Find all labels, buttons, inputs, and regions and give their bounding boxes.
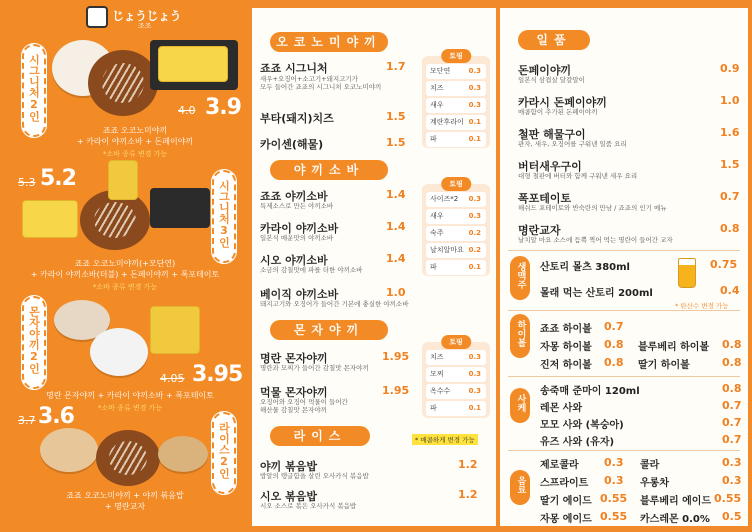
drink-name: 유즈 사와 (유자) [540, 437, 615, 448]
menu-item-desc: 매콤함이 추가된 돈페이야끼 [518, 108, 598, 116]
tonpeiyaki-image [22, 200, 78, 238]
topping-box [422, 52, 490, 148]
drink-name: 레몬 사와 [540, 403, 583, 414]
divider [508, 376, 740, 377]
drink-price: 0.4 [720, 284, 740, 297]
drink-name: 카스레몬 0.0% [640, 514, 710, 525]
drink-name: 진저 하이볼 [540, 360, 592, 371]
category-label-draft [510, 256, 530, 300]
topping-price: 0.3 [468, 353, 481, 361]
menu-item-name: 죠죠 시그니처 [260, 62, 328, 75]
drink-price: 0.55 [714, 492, 742, 505]
soda-note: * 탄산수 변경 가능 [675, 302, 729, 310]
topping-name: 옥수수 [430, 387, 451, 395]
topping-row [426, 367, 486, 382]
menu-item-name: 죠죠 야끼소바 [260, 190, 328, 203]
set-description: 명란 몬자야끼 + 카라이 야끼소바 + 폭포테이토 [46, 391, 214, 400]
menu-item-price: 0.9 [720, 62, 740, 75]
menu-item-name: 시오 야끼소바 [260, 254, 328, 267]
drink-price: 0.3 [722, 456, 742, 469]
menu-item-name: 명란 몬자야끼 [260, 352, 328, 365]
menu-item-name: 카라이 야끼소바 [260, 222, 339, 235]
menu-item-desc: 돼지고기와 오징어가 들어간 기본에 충실한 야끼소바 [260, 300, 409, 308]
new-price: 3.6 [38, 404, 74, 429]
menu-item-desc: 일본식 매운맛의 야끼소바 [260, 234, 334, 242]
menu-item-name: 철판 해물구이 [518, 128, 586, 141]
menu-item-price: 1.5 [386, 136, 406, 149]
topping-price: 0.3 [468, 84, 481, 92]
menu-item-name: 야끼 볶음밥 [260, 460, 317, 473]
topping-name: 날치알마요 [430, 246, 464, 254]
drink-name: 자몽 하이볼 [540, 342, 592, 353]
drink-price: 0.7 [604, 320, 624, 333]
menu-item-price: 1.4 [386, 220, 406, 233]
topping-row [426, 260, 486, 275]
logo-subtext: 조조 [138, 22, 152, 30]
rice-bowl-image [90, 328, 148, 376]
potato-image [108, 160, 138, 200]
topping-name: 치즈 [430, 84, 444, 92]
menu-item-name: 카라시 돈페이야끼 [518, 96, 607, 109]
drink-price: 0.8 [722, 382, 742, 395]
menu-item-desc: 소금의 감칠맛에 파를 더한 야끼소바 [260, 266, 363, 274]
topping-price: 0.2 [468, 246, 481, 254]
drink-name: 스프라이트 [540, 478, 589, 489]
topping-price: 0.3 [468, 370, 481, 378]
old-price: 3.7 [18, 414, 36, 427]
menu-item-name: 먹물 몬자야끼 [260, 386, 328, 399]
set-description: 죠죠 오코노미야끼 + 카라이 야끼소바 + 돈페이야끼 [76, 126, 194, 146]
beer-icon [678, 258, 696, 288]
drink-price: 0.8 [604, 356, 624, 369]
drink-name: 블루베리 하이볼 [638, 342, 710, 353]
divider [508, 310, 740, 311]
old-price: 4.0 [178, 104, 196, 117]
drink-price: 0.5 [722, 510, 742, 523]
set-badge-signature-2 [22, 44, 46, 137]
spicy-note: * 매콤하게 변경 가능 [412, 434, 478, 445]
menu-item-desc: 밥알의 탱글함을 살린 오사카식 볶음밥 [260, 472, 369, 480]
drink-price: 0.55 [600, 510, 628, 523]
drink-name: 모모 사와 (복숭아) [540, 420, 624, 431]
set-badge-signature-3 [212, 170, 236, 263]
drink-price: 0.7 [722, 433, 742, 446]
new-price: 5.2 [40, 166, 76, 191]
menu-item-name: 카이센(해물) [260, 138, 324, 151]
topping-label: 토핑 [441, 49, 471, 63]
drink-price: 0.75 [710, 258, 738, 271]
new-price: 3.9 [205, 95, 241, 120]
topping-price: 0.1 [468, 118, 481, 126]
logo [86, 6, 182, 30]
drink-name: 우롱차 [640, 478, 669, 489]
menu-item-desc: 오징어와 오징어 먹물이 들어간 해산물 감칠맛 몬자야끼 [260, 398, 348, 414]
drink-price: 0.8 [722, 356, 742, 369]
drink-name: 딸기 에이드 [540, 496, 592, 507]
spatula-icon [86, 6, 108, 28]
menu-item-name: 버터새우구이 [518, 160, 582, 173]
topping-row [426, 209, 486, 224]
section-title-monja: 몬자야끼 [270, 320, 388, 340]
drink-name: 송죽매 준마이 120ml [540, 386, 640, 397]
topping-row [426, 226, 486, 241]
topping-price: 0.3 [468, 212, 481, 220]
set-note: *소바 종류 변경 가능 [97, 404, 163, 412]
category-label-text: 하이볼 [515, 320, 526, 347]
drink-price: 0.8 [722, 338, 742, 351]
category-label-text: 사케 [515, 394, 526, 412]
topping-row [426, 64, 486, 79]
drink-price: 0.3 [604, 474, 624, 487]
logo-text: じょうじょう [112, 9, 182, 23]
topping-row [426, 401, 486, 416]
divider [508, 250, 740, 251]
drink-name: 콜라 [640, 460, 660, 471]
menu-item-price: 1.7 [386, 60, 406, 73]
menu-item-price: 1.5 [386, 110, 406, 123]
topping-price: 0.3 [468, 101, 481, 109]
topping-price: 0.3 [468, 387, 481, 395]
topping-box [422, 180, 490, 276]
topping-row [426, 192, 486, 207]
menu-item-name: 부타(돼지)치즈 [260, 112, 334, 125]
drink-name: 죠죠 하이볼 [540, 324, 592, 335]
topping-name: 새우 [430, 101, 444, 109]
okonomiyaki-image [88, 50, 158, 116]
drink-price: 0.55 [600, 492, 628, 505]
topping-price: 0.3 [468, 195, 481, 203]
category-label-text: 음료 [515, 476, 526, 494]
drink-price: 0.7 [722, 399, 742, 412]
menu-item-desc: 새우+오징어+소고기+돼지고기가 모두 들어간 죠죠의 시그니처 오코노미야끼 [260, 75, 382, 91]
main-menu-panel [252, 8, 496, 526]
menu-item-price: 1.4 [386, 188, 406, 201]
topping-name: 파 [430, 135, 437, 143]
section-title-rice: 라이스 [270, 426, 370, 446]
topping-row [426, 350, 486, 365]
section-title-yakisoba: 야끼소바 [270, 160, 388, 180]
menu-item-desc: 일본식 삼겹살 달걀말이 [518, 76, 585, 84]
menu-item-desc: 명란과 모찌가 들어간 감칠맛 몬자야끼 [260, 364, 369, 372]
topping-name: 새우 [430, 212, 444, 220]
divider [508, 450, 740, 451]
menu-item-desc: 특제소스로 만든 야끼소바 [260, 202, 334, 210]
menu-item-name: 돈페이야끼 [518, 64, 572, 77]
old-price: 4.05 [160, 372, 185, 385]
menu-item-price: 0.7 [720, 190, 740, 203]
set-badge-monja-2 [22, 296, 46, 389]
topping-box [422, 338, 490, 418]
drink-name: 블루베리 에이드 [640, 496, 712, 507]
topping-row [426, 115, 486, 130]
menu-item-desc: 관자, 새우, 오징어를 구워낸 일품 요리 [518, 140, 627, 148]
menu-item-price: 1.0 [386, 286, 406, 299]
drink-name: 몰래 먹는 산토리 200ml [540, 288, 653, 299]
topping-price: 0.1 [468, 263, 481, 271]
topping-price: 0.2 [468, 229, 481, 237]
menu-item-desc: 날치알 마요 소스에 듬뿍 찍어 먹는 명란이 들어간 교자 [518, 236, 673, 244]
fried-rice-image [40, 428, 98, 472]
yakisoba-image [150, 188, 210, 228]
menu-item-price: 1.6 [720, 126, 740, 139]
new-price: 3.95 [192, 362, 243, 387]
drink-price: 0.3 [722, 474, 742, 487]
badge-char: 시그니처2인 [27, 54, 41, 122]
menu-item-name: 베이직 야끼소바 [260, 288, 339, 301]
topping-row [426, 243, 486, 258]
menu-item-price: 1.2 [458, 458, 478, 471]
tonpeiyaki-image [158, 46, 228, 82]
topping-row [426, 132, 486, 147]
badge-char: 몬자야끼2인 [27, 306, 41, 374]
menu-item-price: 1.0 [720, 94, 740, 107]
topping-name: 모단연 [430, 67, 451, 75]
menu-item-name: 명란교자 [518, 224, 561, 237]
drink-name: 산토리 몰츠 380ml [540, 262, 630, 273]
topping-name: 사이즈*2 [430, 195, 459, 203]
drink-price: 0.7 [722, 416, 742, 429]
okonomiyaki-image [96, 430, 160, 486]
drink-price: 0.8 [604, 338, 624, 351]
menu-item-name: 시오 볶음밥 [260, 490, 317, 503]
potato-image [150, 306, 200, 354]
menu-item-desc: 시오 소스로 볶은 오사카식 볶음밥 [260, 502, 357, 510]
menu-item-desc: 대형 철판에 버터와 함께 구워낸 새우 요리 [518, 172, 638, 180]
drink-name: 자몽 에이드 [540, 514, 592, 525]
menu-item-price: 0.8 [720, 222, 740, 235]
topping-name: 파 [430, 404, 437, 412]
sides-drinks-panel [500, 8, 748, 526]
section-title-sides: 일품 [518, 30, 590, 50]
set-description: 죠죠 오코노미야끼(+모단연) + 카라이 야끼소바(더블) + 돈페이야끼 + 폭포테이토 [30, 259, 220, 279]
topping-name: 숙주 [430, 229, 444, 237]
category-label-sake [510, 388, 530, 423]
topping-price: 0.1 [468, 135, 481, 143]
badge-char: 라이스2인 [217, 422, 231, 479]
topping-label: 토핑 [441, 177, 471, 191]
menu-item-price: 1.5 [720, 158, 740, 171]
topping-row [426, 81, 486, 96]
badge-char: 시그니처3인 [217, 180, 231, 248]
category-label-highball [510, 314, 530, 358]
topping-row [426, 98, 486, 113]
menu-item-desc: 해쉬드 포테이토와 반숙란의 만남 / 죠죠의 인기 메뉴 [518, 204, 667, 212]
drink-name: 딸기 하이볼 [638, 360, 690, 371]
topping-price: 0.1 [468, 404, 481, 412]
topping-name: 파 [430, 263, 437, 271]
set-note: *소바 종류 변경 가능 [102, 150, 168, 158]
topping-row [426, 384, 486, 399]
topping-name: 모찌 [430, 370, 444, 378]
menu-item-name: 폭포테이토 [518, 192, 572, 205]
menu-item-price: 1.95 [382, 384, 410, 397]
category-label-text: 생맥주 [515, 262, 526, 289]
set-badge-rice-2 [212, 412, 236, 494]
gyoza-image [158, 436, 208, 472]
category-label-drinks [510, 470, 530, 505]
set-note: *소바 종류 변경 가능 [92, 283, 158, 291]
topping-name: 치즈 [430, 353, 444, 361]
section-title-okonomiyaki: 오코노미야끼 [270, 32, 388, 52]
drink-name: 제로콜라 [540, 460, 579, 471]
set-description: 죠죠 오코노미야끼 + 야끼 볶음밥 + 명란교자 [66, 491, 184, 511]
drink-price: 0.3 [604, 456, 624, 469]
topping-name: 계란후라이 [430, 118, 464, 126]
topping-label: 토핑 [441, 335, 471, 349]
menu-item-price: 1.95 [382, 350, 410, 363]
menu-item-price: 1.4 [386, 252, 406, 265]
old-price: 5.3 [18, 176, 36, 189]
menu-item-price: 1.2 [458, 488, 478, 501]
topping-price: 0.3 [468, 67, 481, 75]
set-menu-panel [0, 0, 248, 532]
